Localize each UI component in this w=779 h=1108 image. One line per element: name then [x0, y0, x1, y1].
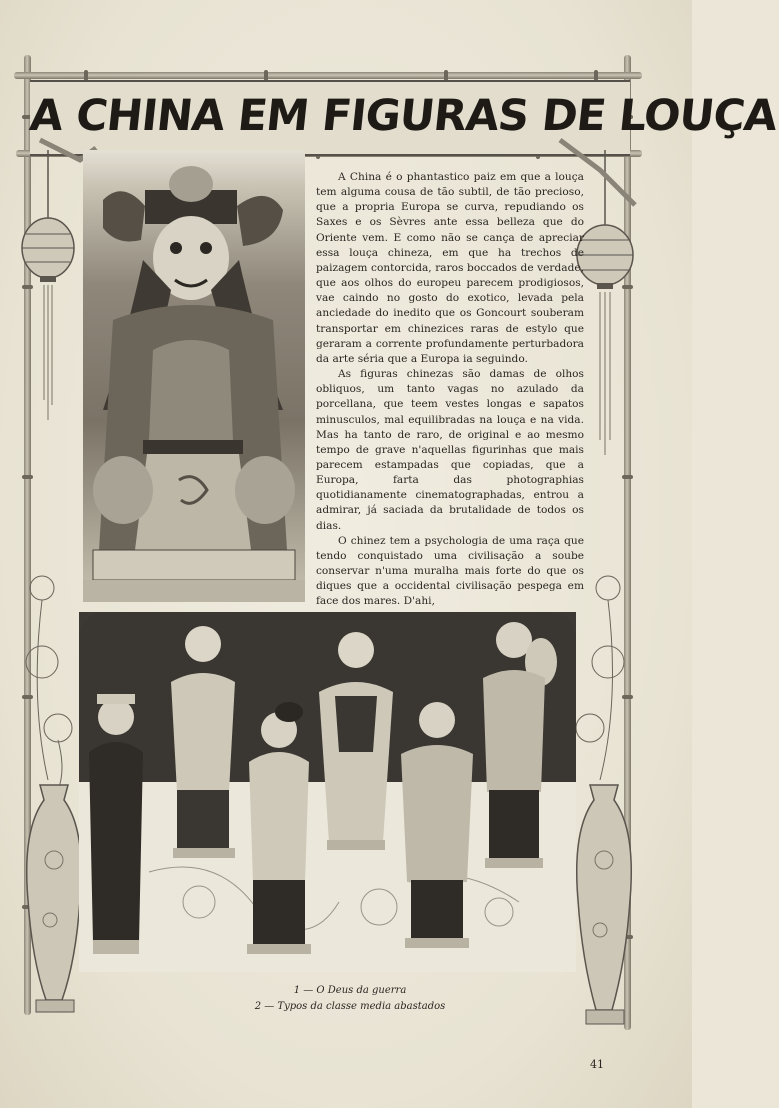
- vase-left-icon: [27, 785, 82, 1012]
- caption-1: 1 — O Deus da guerra: [293, 985, 407, 996]
- article-title: A CHINA EM FIGURAS DE LOUÇA: [27, 91, 779, 141]
- paragraph: O chinez tem a psychologia de uma raça que tendo conquistado uma civilisação a soube conservar n'uma muralha mais forte do que os diques que a occidental civilisação pespega em face dos mares. D'ahi,: [316, 534, 584, 608]
- flower-left-icon: [26, 576, 72, 790]
- vase-right-icon: [577, 785, 632, 1024]
- paragraph: A China é o phantastico paiz em que a louça tem alguma cousa de tão subtil, de tão precioso, que a propria Europa se curva, repudiando os Saxes e os Sèvres ante essa belleza que do Oriente vem. E como não se cança de apreciar essa louça chineza, em que ha trechos de paizagem contorcida, raros boccados de verdade, que aos olhos do europeu parecem prodigiosos, vae caindo no gosto do exotico, levada pela anciedade do inedito que os Goncourt souberam transportar em chinezices raras de estylo que geraram a corrente profundamente perturbadora da arte séria que a Europa ia seguindo.: [316, 171, 584, 365]
- photo-figurines: [79, 612, 576, 972]
- paragraph: As figuras chinezas são damas de olhos obliquos, um tanto vagas no azulado da porcellana, que teem vestes longas e sapatos minusculos, mal equilibradas na louça e na vida. Mas ha tanto de raro, de original e ao mesmo tempo de grave n'aquellas figurinhas que mais parecem estampadas que copiadas, que a Europa, farta das photographias quotidianamente cinematographadas, entrou a admirar, já saciada da brutalidade de todos os dias.: [316, 368, 584, 532]
- article-body: [316, 170, 584, 610]
- page-number: 41: [590, 1058, 604, 1071]
- caption-2: 2 — Typos da classe media abastados: [254, 1001, 446, 1012]
- photo-god-of-war: [83, 150, 305, 602]
